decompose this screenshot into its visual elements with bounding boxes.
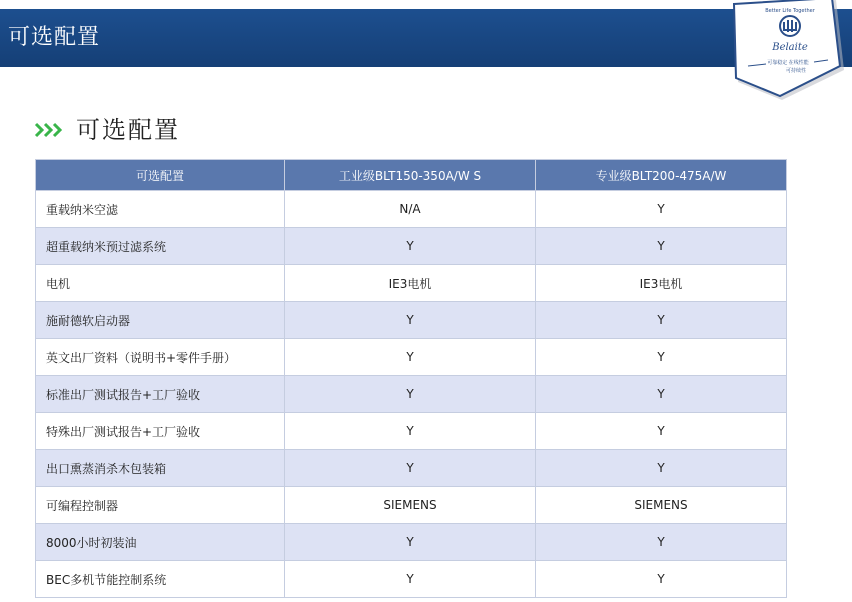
industrial-value-cell: Y (285, 413, 536, 450)
industrial-value-cell: Y (285, 228, 536, 265)
column-header: 专业级BLT200-475A/W (536, 160, 787, 191)
industrial-value-cell: SIEMENS (285, 487, 536, 524)
table-row (36, 302, 787, 339)
professional-value-cell: SIEMENS (536, 487, 787, 524)
industrial-value-cell: Y (285, 450, 536, 487)
feature-cell: 电机 (36, 265, 285, 302)
industrial-value-cell: Y (285, 302, 536, 339)
column-header: 可选配置 (36, 160, 285, 191)
industrial-value-cell: N/A (285, 191, 536, 228)
professional-value-cell: Y (536, 228, 787, 265)
triple-chevron-icon (34, 121, 66, 139)
industrial-value-cell: Y (285, 524, 536, 561)
table-row (36, 524, 787, 561)
svg-text:可持续性: 可持续性 (785, 68, 807, 74)
options-table (35, 159, 787, 598)
feature-cell: 超重载纳米预过滤系统 (36, 228, 285, 265)
table-row (36, 413, 787, 450)
table-row (36, 339, 787, 376)
table-row (36, 191, 787, 228)
feature-cell: 标准出厂测试报告+工厂验收 (36, 376, 285, 413)
svg-text:可靠稳定 在线性能: 可靠稳定 在线性能 (767, 60, 809, 66)
section-heading (34, 112, 180, 148)
table-header-row (36, 160, 787, 191)
svg-text:Belaite: Belaite (772, 42, 808, 53)
professional-value-cell: Y (536, 191, 787, 228)
professional-value-cell: Y (536, 413, 787, 450)
table-row (36, 487, 787, 524)
feature-cell: 可编程控制器 (36, 487, 285, 524)
feature-cell: 8000小时初装油 (36, 524, 285, 561)
table-row (36, 450, 787, 487)
table-row (36, 561, 787, 598)
header-bar (0, 9, 852, 67)
professional-value-cell: Y (536, 302, 787, 339)
professional-value-cell: IE3电机 (536, 265, 787, 302)
industrial-value-cell: IE3电机 (285, 265, 536, 302)
professional-value-cell: Y (536, 524, 787, 561)
feature-cell: 特殊出厂测试报告+工厂验收 (36, 413, 285, 450)
feature-cell: 重载纳米空滤 (36, 191, 285, 228)
professional-value-cell: Y (536, 376, 787, 413)
column-header: 工业级BLT150-350A/W S (285, 160, 536, 191)
industrial-value-cell: Y (285, 339, 536, 376)
professional-value-cell: Y (536, 450, 787, 487)
header-title: 可选配置 (8, 25, 101, 50)
feature-cell: BEC多机节能控制系统 (36, 561, 285, 598)
professional-value-cell: Y (536, 339, 787, 376)
feature-cell: 英文出厂资料（说明书+零件手册） (36, 339, 285, 376)
section-title: 可选配置 (76, 116, 180, 144)
professional-value-cell: Y (536, 561, 787, 598)
industrial-value-cell: Y (285, 561, 536, 598)
feature-cell: 施耐德软启动器 (36, 302, 285, 339)
table-row (36, 265, 787, 302)
table-row (36, 228, 787, 265)
industrial-value-cell: Y (285, 376, 536, 413)
feature-cell: 出口熏蒸消杀木包装箱 (36, 450, 285, 487)
brand-badge-logo (728, 0, 844, 100)
svg-text:Better Life Together: Better Life Together (765, 8, 815, 14)
table-row (36, 376, 787, 413)
